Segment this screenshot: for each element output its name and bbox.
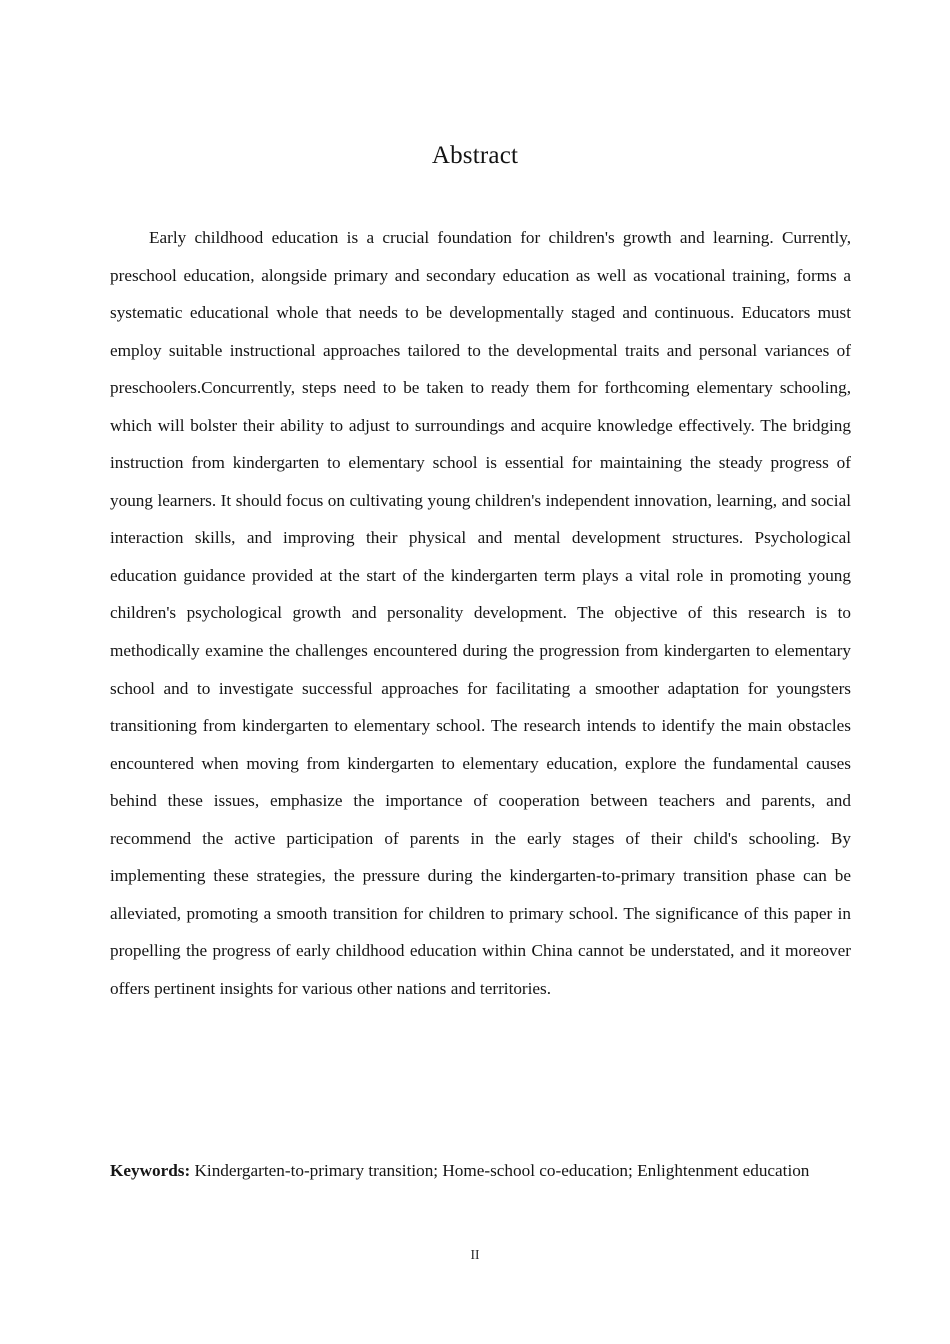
abstract-body-container xyxy=(110,219,851,1007)
keywords-label: Keywords: xyxy=(110,1161,191,1180)
keywords-line xyxy=(110,1152,851,1190)
page-number: II xyxy=(470,1247,480,1262)
keywords-container xyxy=(110,1152,851,1190)
page-title: Abstract xyxy=(431,141,519,169)
keywords-text: Kindergarten-to-primary transition; Home-school co-education; Enlightenment education xyxy=(194,1161,810,1180)
abstract-paragraph: Early childhood education is a crucial foundation for children's growth and learning. Currently, preschool education, alongside primary and secondary education as well as vocational training, forms a systematic educational whole that needs to be developmentally staged and continuous. Educators must employ suitable instructional approaches tailored to the developmental traits and personal variances of preschoolers.Concurrently, steps need to be taken to ready them for forthcoming elementary schooling, which will bolster their ability to adjust to surroundings and acquire knowledge effectively. The bridging instruction from kindergarten to elementary school is essential for maintaining the steady progress of young learners. It should focus on cultivating young children's independent innovation, learning, and social interaction skills, and improving their physical and mental development structures. Psychological education guidance provided at the start of the kindergarten term plays a vital role in promoting young children's psychological growth and personality development. The objective of this research is to methodically examine the challenges encountered during the progression from kindergarten to elementary school and to investigate successful approaches for facilitating a smoother adaptation for youngsters transitioning from kindergarten to elementary school. The research intends to identify the main obstacles encountered when moving from kindergarten to elementary education, explore the fundamental causes behind these issues, emphasize the importance of cooperation between teachers and parents, and recommend the active participation of parents in the early stages of their child's schooling. By implementing these strategies, the pressure during the kindergarten-to-primary transition phase can be alleviated, promoting a smooth transition for children to primary school. The significance of this paper in propelling the progress of early childhood education within China cannot be understated, and it moreover offers pertinent insights for various other nations and territories. xyxy=(110,228,851,998)
